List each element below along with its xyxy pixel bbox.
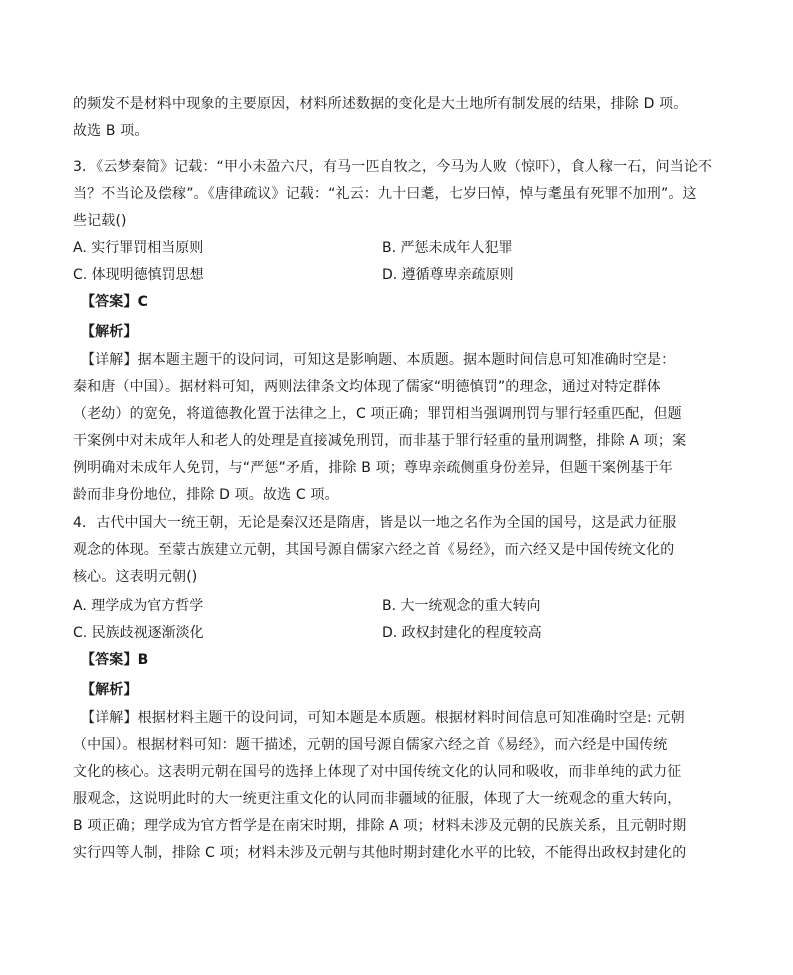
option-b: B. 大一统观念的重大转向 <box>382 598 541 614</box>
explanation-line: （中国）。根据材料可知：题干描述，元朝的国号源自儒家六经之首《易经》，而六经是中国传统 <box>73 737 668 753</box>
answer-label: 【答案】C <box>81 294 149 310</box>
explanation-line: 【详解】根据材料主题干的设问词，可知本题是本质题。根据材料时间信息可知准确时空是: 元朝 <box>81 710 685 726</box>
explanation-line: 【详解】据本题主题干的设问词，可知这是影响题、本质题。据本题时间信息可知准确时空是： <box>81 352 676 368</box>
explanation-line: 文化的核心。这表明元朝在国号的选择上体现了对中国传统文化的认同和吸收，而非单纯的武力征 <box>73 764 682 780</box>
analysis-label: 【解析】 <box>81 682 138 698</box>
explanation-line: 龄而非身份地位，排除 D 项。故选 C 项。 <box>73 487 339 503</box>
explanation-line: 例明确对未成年人免罚，与“严惩”矛盾，排除 B 项；尊卑亲疏侧重身份差异，但题干案例基于年 <box>73 460 673 476</box>
option-d: D. 遵循尊卑亲疏原则 <box>382 267 514 283</box>
explanation-line: 实行四等人制，排除 C 项；材料未涉及元朝与其他时期封建化水平的比较，不能得出政权封建化的 <box>73 845 687 861</box>
question-stem-line: 4．古代中国大一统王朝，无论是秦汉还是隋唐，皆是以一地之名作为全国的国号，这是武力征服 <box>73 515 677 531</box>
explanation-line: B 项正确；理学成为官方哲学是在南宋时期，排除 A 项；材料未涉及元朝的民族关系，且元朝时期 <box>73 818 687 834</box>
explanation-line: （老幼）的宽免，将道德教化置于法律之上，C 项正确；罪罚相当强调刑罚与罪行轻重匹配，但题 <box>73 406 682 422</box>
explanation-line: 服观念，这说明此时的大一统更注重文化的认同而非疆域的征服，体现了大一统观念的重大转向， <box>73 791 682 807</box>
explanation-line: 秦和唐（中国）。据材料可知，两则法律条文均体现了儒家“明德慎罚”的理念，通过对特定群体 <box>73 379 661 395</box>
analysis-label: 【解析】 <box>81 324 138 340</box>
explanation-line: 干案例中对未成年人和老人的处理是直接减免刑罚，而非基于罪行轻重的量刑调整，排除 A 项；案 <box>73 433 687 449</box>
question-stem-line: 3．《云梦秦简》记载：“甲小未盈六尺，有马一匹自牧之，今马为人败（惊吓），食人稼一石，问当论不 <box>73 159 713 175</box>
option-a: A. 实行罪罚相当原则 <box>73 240 204 256</box>
option-c: C. 民族歧视逐渐淡化 <box>73 625 204 641</box>
paragraph-line: 故选 B 项。 <box>73 123 149 139</box>
question-stem-line: 观念的体现。至蒙古族建立元朝，其国号源自儒家六经之首《易经》，而六经又是中国传统文化的 <box>73 542 675 558</box>
option-c: C. 体现明德慎罚思想 <box>73 267 204 283</box>
answer-label: 【答案】B <box>81 652 149 668</box>
question-stem-line: 核心。这表明元朝() <box>73 569 198 585</box>
question-stem-line: 些记载() <box>73 213 127 229</box>
question-stem-line: 当？不当论及偿稼”。《唐律疏议》记载：“礼云：九十曰耄，七岁曰悼，悼与耄虽有死罪不加刑”。这 <box>73 186 697 202</box>
option-d: D. 政权封建化的程度较高 <box>382 625 542 641</box>
option-a: A. 理学成为官方哲学 <box>73 598 204 614</box>
option-b: B. 严惩未成年人犯罪 <box>382 240 513 256</box>
paragraph-line: 的频发不是材料中现象的主要原因，材料所述数据的变化是大土地所有制发展的结果，排除 D 项。 <box>73 96 688 112</box>
